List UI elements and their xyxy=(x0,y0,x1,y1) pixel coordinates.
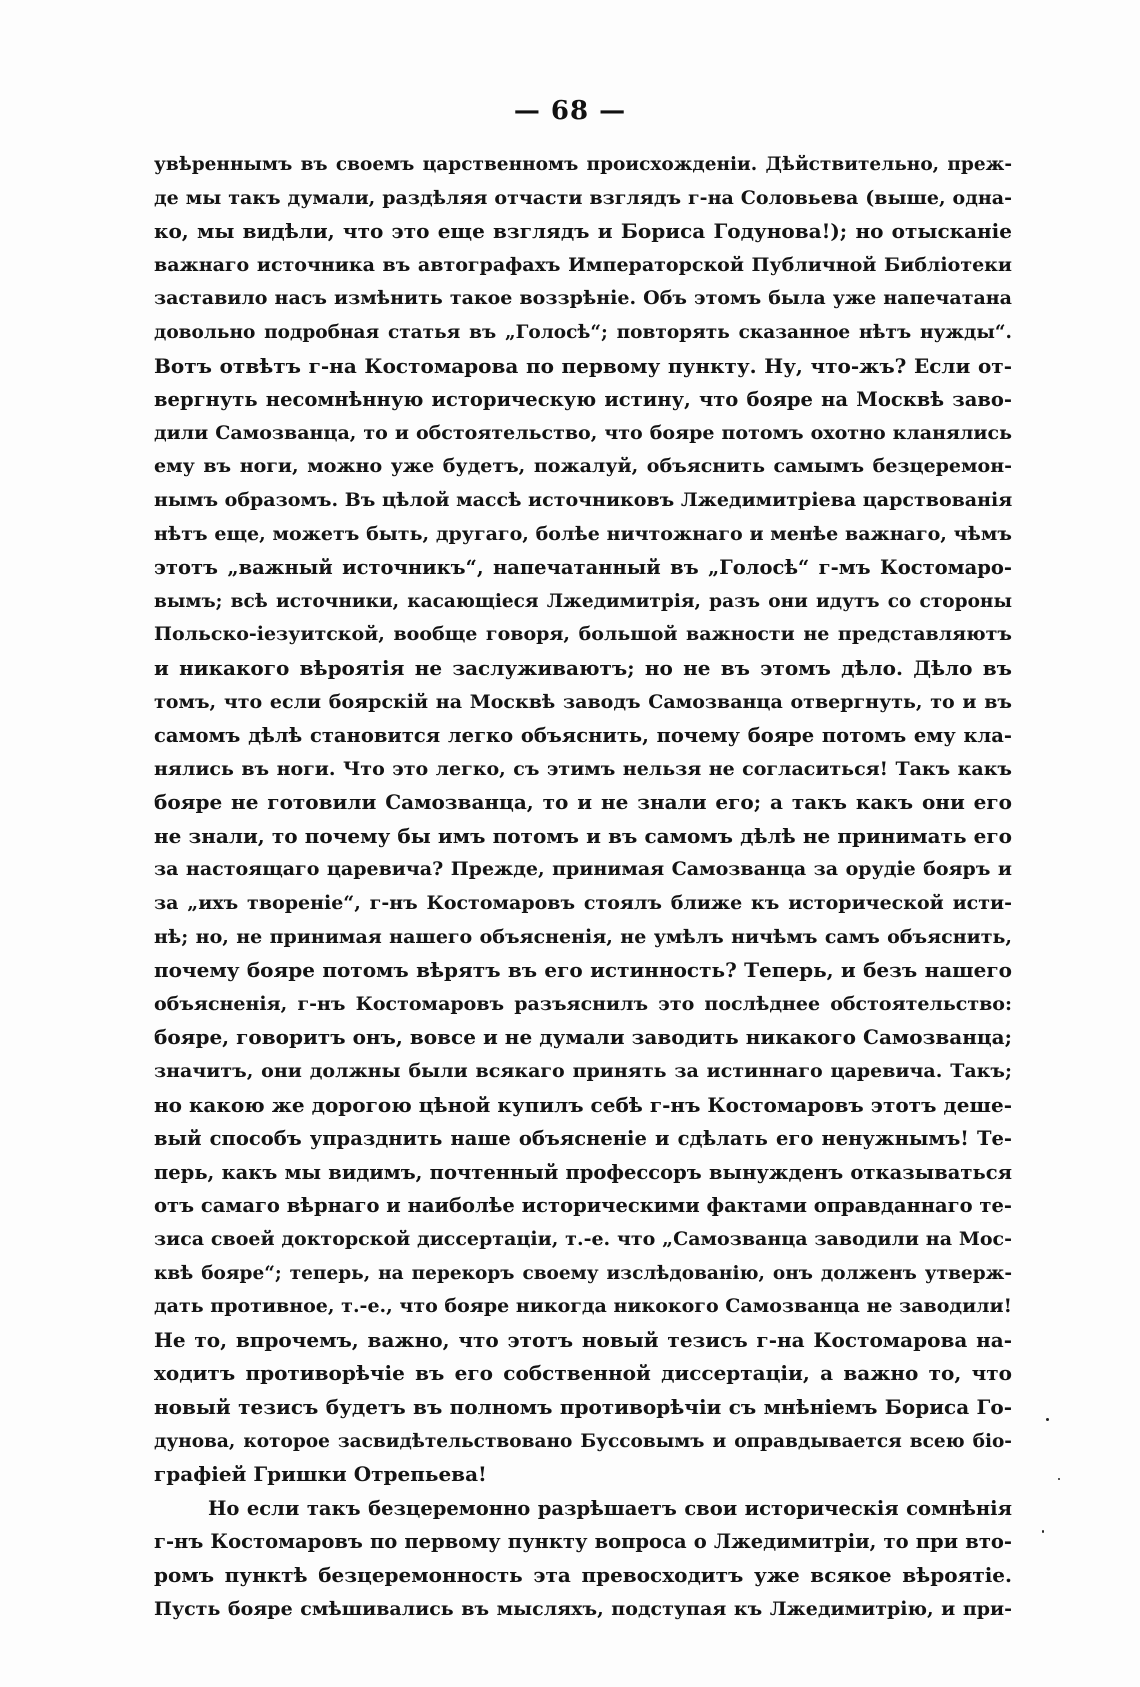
text-line: дунова, которое засвидѣтельствовано Буссовымъ и оправдывается всею біо- xyxy=(154,1430,1012,1452)
text-line: нѣ; но, не принимая нашего объясненія, не умѣлъ ничѣмъ самъ объяснить, xyxy=(154,925,1012,948)
text-line: квѣ бояре“; теперь, на перекоръ своему изслѣдованію, онъ долженъ утверж- xyxy=(154,1262,1012,1284)
text-line: де мы такъ думали, раздѣляя отчасти взглядъ г-на Соловьева (выше, одна- xyxy=(154,186,1012,209)
text-line: бояре не готовили Самозванца, то и не знали его; а такъ какъ они его xyxy=(154,790,1012,815)
text-line: значитъ, они должны были всякаго принять за истиннаго царевича. Такъ; xyxy=(154,1060,1012,1083)
text-line: дать противное, т.-е., что бояре никогда никокого Самозванца не заводили! xyxy=(154,1295,1012,1318)
scan-speck xyxy=(1042,1530,1044,1533)
text-line: нымъ образомъ. Въ цѣлой массѣ источниковъ Лжедимитріева царствованія xyxy=(154,488,1012,511)
text-line: зиса своей докторской диссертаціи, т.-е. что „Самозванца заводили на Мос- xyxy=(154,1228,1012,1250)
text-line: за настоящаго царевича? Прежде, принимая Самозванца за орудіе бояръ и xyxy=(154,858,1012,881)
text-line: Польско-іезуитской, вообще говоря, большой важности не представляютъ xyxy=(154,623,1012,646)
paragraph-1 xyxy=(154,148,1012,1492)
text-line: отъ самаго вѣрнаго и наиболѣе историческими фактами оправданнаго те- xyxy=(154,1194,1012,1218)
text-line: Вотъ отвѣтъ г-на Костомарова по первому пункту. Ну, что-жъ? Если от- xyxy=(154,353,1012,378)
text-line: важнаго источника въ автографахъ Императорской Публичной Библіотеки xyxy=(154,253,1012,276)
text-line: ходитъ противорѣчіе въ его собственной диссертаціи, а важно то, что xyxy=(154,1361,1012,1386)
text-line: Пусть бояре смѣшивались въ мысляхъ, подступая къ Лжедимитрію, и при- xyxy=(154,1597,1012,1620)
text-line: этотъ „важный источникъ“, напечатанный въ „Голосѣ“ г-мъ Костомаро- xyxy=(154,556,1012,580)
text-line: не знали, то почему бы имъ потомъ и въ самомъ дѣлѣ не принимать его xyxy=(154,823,1012,848)
text-line: Не то, впрочемъ, важно, что этотъ новый тезисъ г-на Костомарова на- xyxy=(154,1327,1012,1352)
text-line: вый способъ упразднить наше объясненіе и сдѣлать его ненужнымъ! Те- xyxy=(154,1127,1012,1151)
text-line: нѣтъ еще, можетъ быть, другаго, болѣе ничтожнаго и менѣе важнаго, чѣмъ xyxy=(154,522,1012,545)
text-line: графіей Гришки Отрепьева! xyxy=(154,1462,487,1487)
text-line: довольно подробная статья въ „Голосѣ“; повторять сказанное нѣтъ нужды“. xyxy=(154,321,1012,343)
scan-speck xyxy=(1058,1478,1060,1480)
scan-speck xyxy=(1046,1418,1049,1421)
text-line: вергнуть несомнѣнную историческую истину, что бояре на Москвѣ заво- xyxy=(154,388,1012,412)
text-line: и никакого вѣроятія не заслуживаютъ; но не въ этомъ дѣло. Дѣло въ xyxy=(154,655,1012,680)
text-line: томъ, что если боярскій на Москвѣ заводъ Самозванца отвергнуть, то и въ xyxy=(154,690,1012,713)
text-line: г-нъ Костомаровъ по первому пункту вопроса о Лжедимитріи, то при вто- xyxy=(154,1530,1012,1554)
text-line: Но если такъ безцеремонно разрѣшаетъ свои историческія сомнѣнія xyxy=(208,1496,1012,1520)
text-line: вымъ; всѣ источники, касающіеся Лжедимитрія, разъ они идутъ со стороны xyxy=(154,590,1012,612)
text-line: самомъ дѣлѣ становится легко объяснить, почему бояре потомъ ему кла- xyxy=(154,724,1012,748)
text-line: ко, мы видѣли, что это еще взглядъ и Бориса Годунова!); но отысканіе xyxy=(154,219,1012,244)
text-line: бояре, говоритъ онъ, вовсе и не думали заводить никакого Самозванца; xyxy=(154,1025,1012,1050)
text-line: объясненія, г-нъ Костомаровъ разъяснилъ это послѣднее обстоятельство: xyxy=(154,992,1012,1015)
text-line: ему въ ноги, можно уже будетъ, пожалуй, объяснить самымъ безцеремон- xyxy=(154,455,1012,478)
text-line: новый тезисъ будетъ въ полномъ противорѣчіи съ мнѣніемъ Бориса Го- xyxy=(154,1394,1012,1419)
text-line: дили Самозванца, то и обстоятельство, что бояре потомъ охотно кланялись xyxy=(154,421,1012,444)
text-line: ромъ пунктѣ безцеремонность эта превосходитъ уже всякое вѣроятіе. xyxy=(154,1562,1012,1587)
text-line: увѣреннымъ въ своемъ царственномъ происхожденіи. Дѣйствительно, преж- xyxy=(154,154,1012,175)
text-line: почему бояре потомъ вѣрятъ въ его истинность? Теперь, и безъ нашего xyxy=(154,958,1012,983)
page-number: — 68 — xyxy=(513,96,627,126)
body-text xyxy=(154,148,1012,1626)
text-line: нялись въ ноги. Что это легко, съ этимъ нельзя не согласиться! Такъ какъ xyxy=(154,757,1012,780)
text-line: заставило насъ измѣнить такое воззрѣніе. Объ этомъ была уже напечатана xyxy=(154,287,1012,310)
text-line: перь, какъ мы видимъ, почтенный профессоръ вынужденъ отказываться xyxy=(154,1160,1012,1184)
text-line: но какою же дорогою цѣной купилъ себѣ г-нъ Костомаровъ этотъ деше- xyxy=(154,1092,1012,1117)
paragraph-2 xyxy=(154,1492,1012,1626)
text-line: за „ихъ твореніе“, г-нъ Костомаровъ стоялъ ближе къ исторической исти- xyxy=(154,892,1012,915)
